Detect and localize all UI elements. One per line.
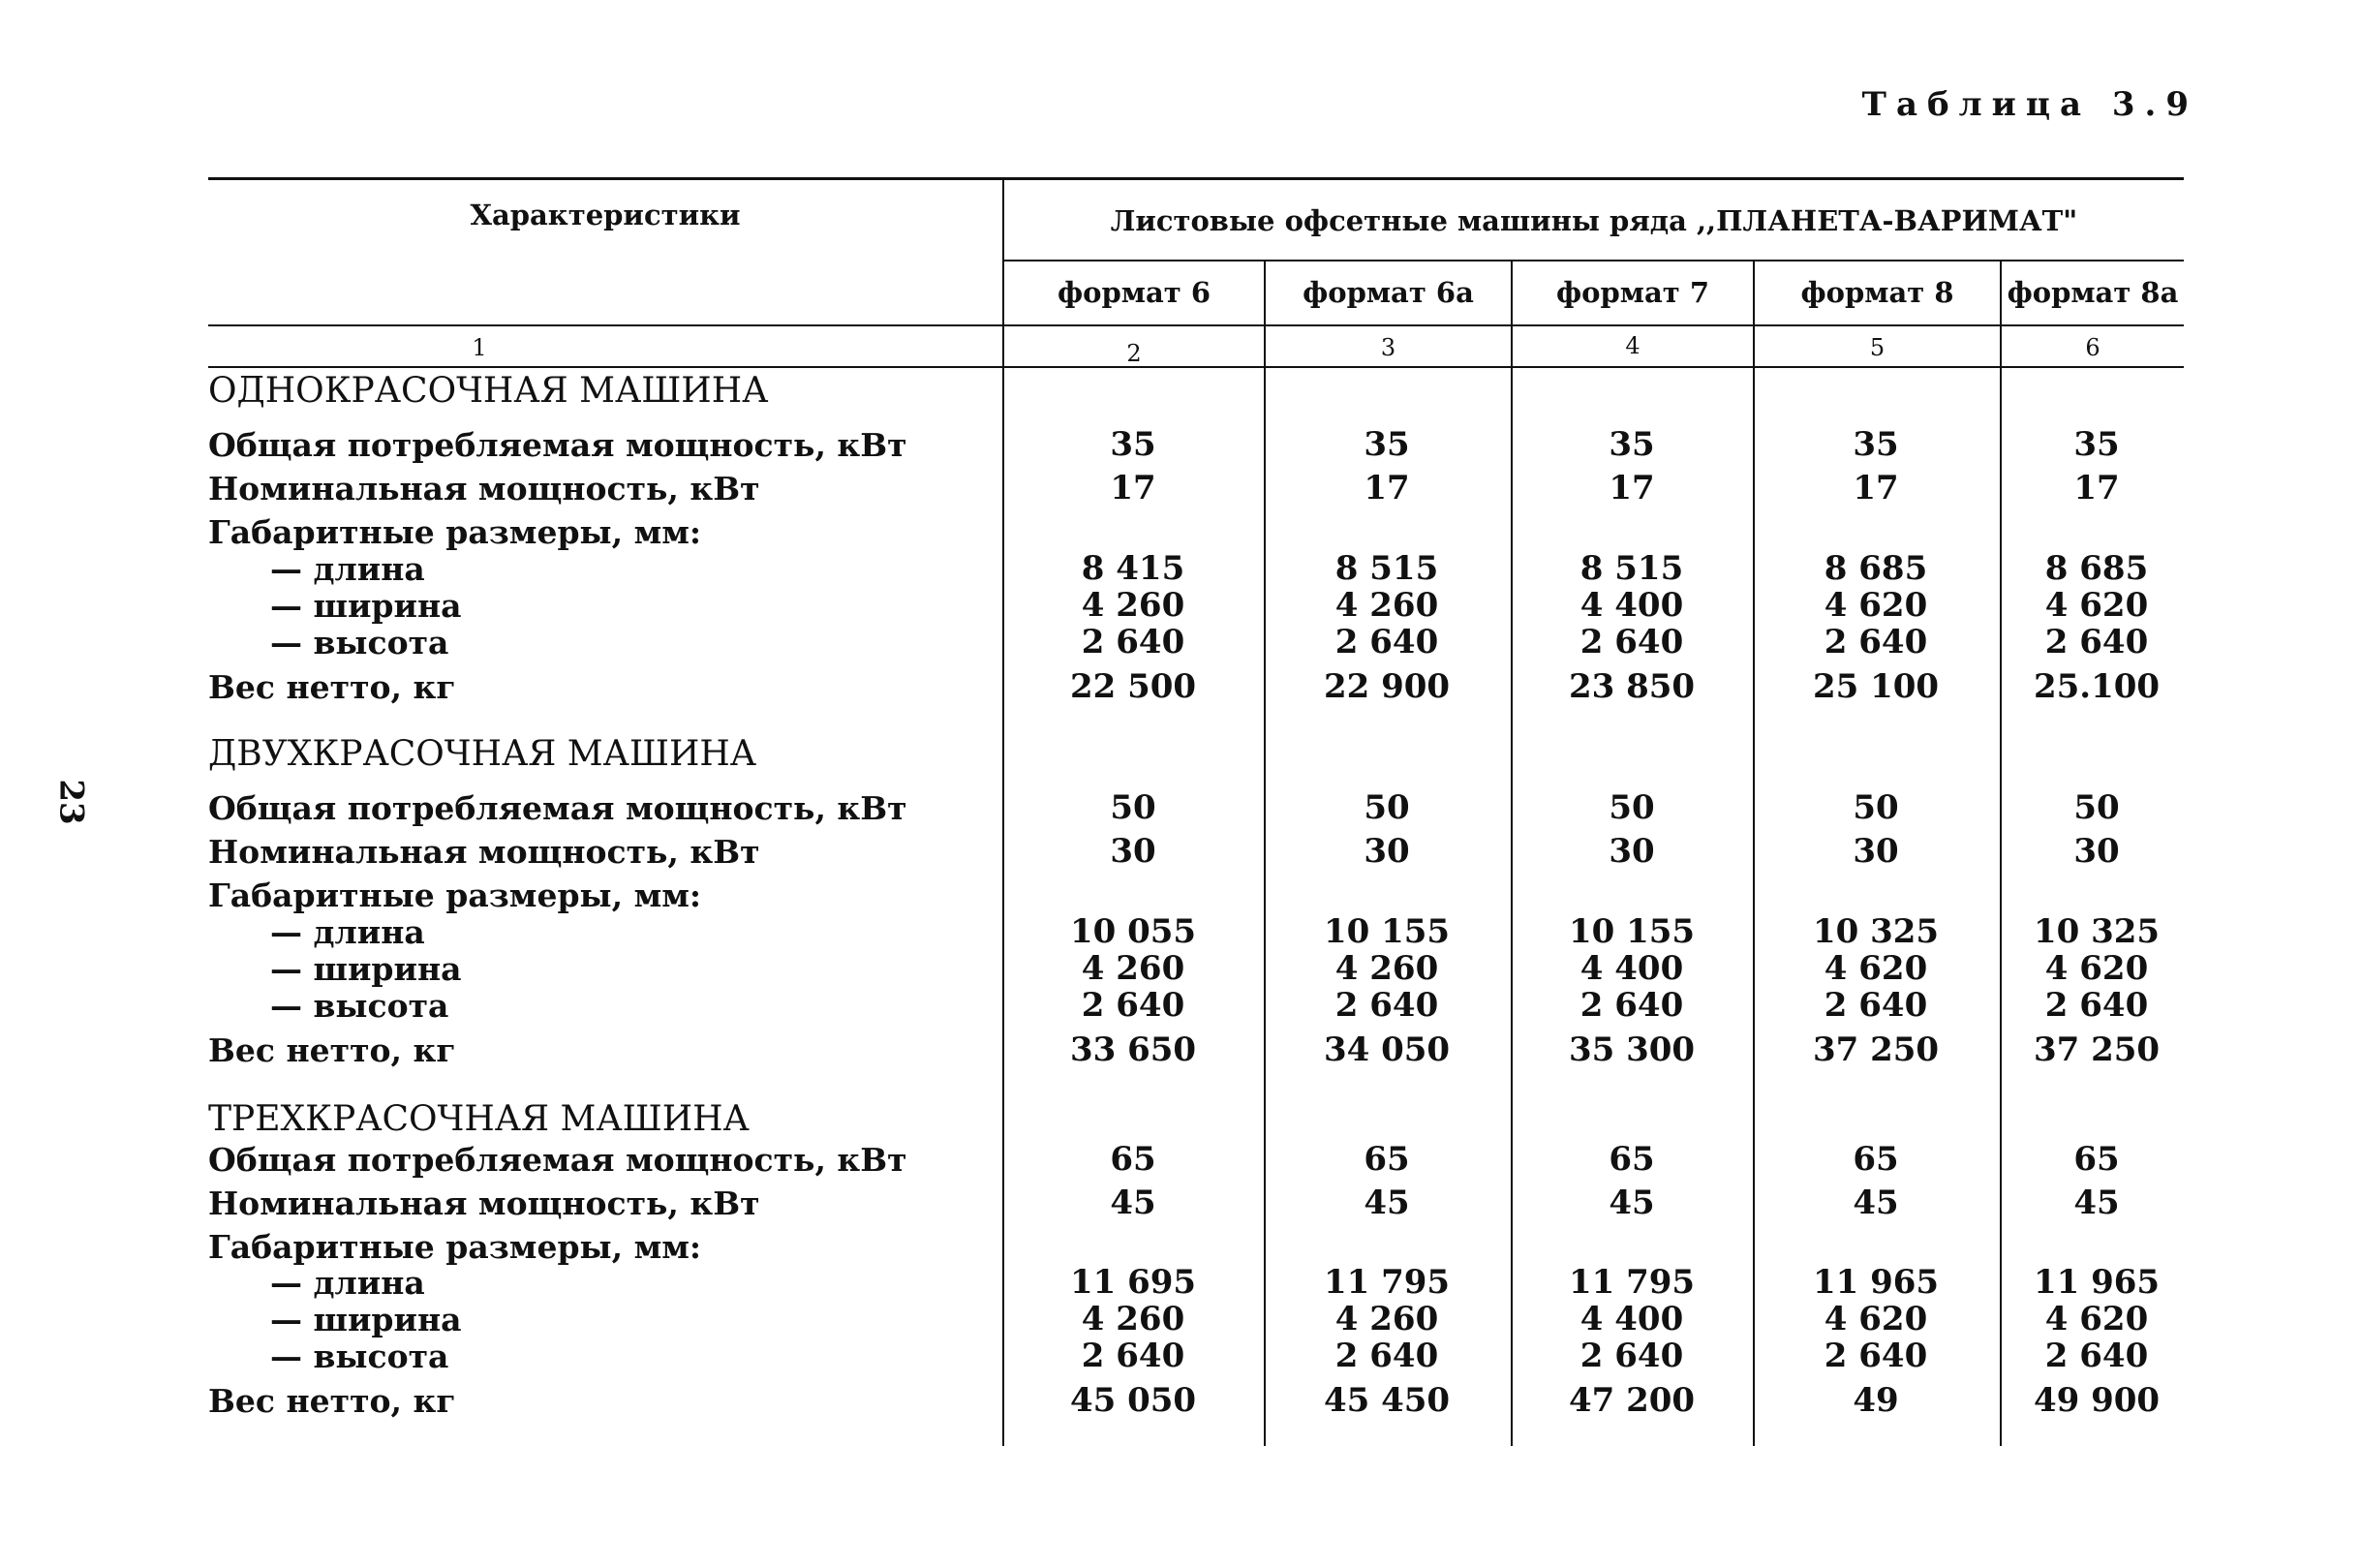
table-cell-value: 10 155 [1568,912,1696,951]
table-cell-value: 2 640 [2044,623,2149,661]
table-cell-value: 2 640 [1081,1337,1185,1375]
table-cell-value: 4 260 [1334,586,1439,625]
table-cell-value: 2 640 [1334,986,1439,1025]
table-cell-value: 17 [1853,469,1899,507]
column-number: 2 [1126,340,1142,367]
column-divider [1264,260,1266,1446]
header-group-title: Листовые офсетные машины ряда ,,ПЛАНЕТА-ВАРИМАТ" [1110,204,2078,237]
column-number: 3 [1380,334,1396,361]
table-cell-value: 4 400 [1579,949,1684,988]
table-cell-value: 4 260 [1334,949,1439,988]
table-cell-value: 45 [1110,1184,1156,1222]
row-label: Вес нетто, кг [208,1031,456,1069]
table-cell-value: 37 250 [2033,1030,2161,1069]
table-cell-value: 8 415 [1081,549,1185,588]
table-cell-value: 35 [1853,425,1899,464]
table-cell-value: 33 650 [1069,1030,1197,1069]
section-title: ОДНОКРАСОЧНАЯ МАШИНА [208,371,769,411]
table-cell-value: 4 400 [1579,586,1684,625]
header-format: формат 8а [2007,276,2179,309]
row-label: Номинальная мощность, кВт [208,1184,760,1222]
column-number: 4 [1625,332,1640,359]
table-cell-value: 17 [2073,469,2120,507]
top-rule [208,177,2184,180]
column-divider [1753,260,1755,1446]
table-cell-value: 30 [2073,832,2120,871]
table-cell-value: 2 640 [2044,1337,2149,1375]
table-cell-value: 35 300 [1568,1030,1696,1069]
table-cell-value: 65 [1110,1140,1156,1179]
table-cell-value: 65 [1609,1140,1655,1179]
row-label: — высота [270,987,449,1025]
table-cell-value: 11 965 [1812,1263,1940,1302]
table-cell-value: 4 620 [1824,586,1928,625]
table-cell-value: 2 640 [1081,986,1185,1025]
table-cell-value: 30 [1110,832,1156,871]
table-cell-value: 30 [1853,832,1899,871]
table-cell-value: 2 640 [1579,986,1684,1025]
row-label: — длина [270,913,425,951]
table-cell-value: 50 [1609,788,1655,827]
table-cell-value: 10 325 [2033,912,2161,951]
table-cell-value: 25 100 [1812,667,1940,706]
table-cell-value: 23 850 [1568,667,1696,706]
table-caption: Таблица 3.9 [1861,85,2198,124]
row-label: Вес нетто, кг [208,1382,456,1420]
table-cell-value: 50 [2073,788,2120,827]
row-label: — длина [270,1264,425,1302]
row-label: Вес нетто, кг [208,668,456,706]
row-label: — высота [270,1337,449,1375]
table-cell-value: 4 620 [2044,1300,2149,1338]
row-label: — высота [270,624,449,661]
column-number: 5 [1869,334,1886,361]
table-cell-value: 30 [1364,832,1410,871]
row-label: Габаритные размеры, мм: [208,1228,702,1266]
table-cell-value: 17 [1110,469,1156,507]
table-cell-value: 35 [1609,425,1655,464]
table-cell-value: 11 695 [1069,1263,1197,1302]
table-cell-value: 4 620 [2044,586,2149,625]
table-cell-value: 2 640 [1334,623,1439,661]
table-cell-value: 45 [1609,1184,1655,1222]
section-title: ДВУХКРАСОЧНАЯ МАШИНА [208,734,757,774]
table-cell-value: 4 620 [1824,1300,1928,1338]
table-cell-value: 10 055 [1069,912,1197,951]
table-cell-value: 11 795 [1568,1263,1696,1302]
table-cell-value: 17 [1609,469,1655,507]
table-cell-value: 4 400 [1579,1300,1684,1338]
page-number: 23 [51,779,91,825]
table-cell-value: 2 640 [1579,623,1684,661]
row-label: — ширина [270,1301,462,1338]
table-cell-value: 25.100 [2033,667,2161,706]
row-label: Номинальная мощность, кВт [208,833,760,871]
row-label: Номинальная мощность, кВт [208,470,760,507]
header-bottom-rule [208,324,2184,326]
table-cell-value: 34 050 [1323,1030,1451,1069]
row-label: — ширина [270,587,462,625]
table-cell-value: 45 [1364,1184,1410,1222]
row-label: Общая потребляемая мощность, кВт [208,789,907,827]
table-cell-value: 65 [1853,1140,1899,1179]
group-rule [1002,260,2184,261]
column-divider [1511,260,1513,1446]
row-label: Габаритные размеры, мм: [208,513,702,551]
table-cell-value: 17 [1364,469,1410,507]
table-cell-value: 10 155 [1323,912,1451,951]
header-characteristics: Характеристики [470,199,741,231]
table-cell-value: 4 620 [2044,949,2149,988]
table-cell-value: 2 640 [1081,623,1185,661]
table-cell-value: 37 250 [1812,1030,1940,1069]
header-format: формат 6 [1058,276,1211,309]
table-cell-value: 8 685 [1824,549,1928,588]
header-format: формат 8 [1800,276,1954,309]
table-cell-value: 50 [1364,788,1410,827]
row-label: Габаритные размеры, мм: [208,876,702,914]
table-cell-value: 4 260 [1081,1300,1185,1338]
table-cell-value: 30 [1609,832,1655,871]
table-cell-value: 45 [1853,1184,1899,1222]
row-label: — длина [270,550,425,588]
section-title: ТРЕХКРАСОЧНАЯ МАШИНА [208,1099,750,1139]
table-cell-value: 8 515 [1334,549,1439,588]
table-cell-value: 8 515 [1579,549,1684,588]
table-cell-value: 2 640 [1824,1337,1928,1375]
table-cell-value: 22 900 [1323,667,1451,706]
table-cell-value: 2 640 [2044,986,2149,1025]
column-number: 6 [2085,334,2100,361]
table-cell-value: 49 900 [2033,1381,2161,1420]
table-cell-value: 4 260 [1081,949,1185,988]
table-cell-value: 65 [2073,1140,2120,1179]
column-divider [1002,177,1004,1446]
row-label: — ширина [270,950,462,988]
table-cell-value: 2 640 [1579,1337,1684,1375]
table-cell-value: 2 640 [1824,623,1928,661]
table-cell-value: 8 685 [2044,549,2149,588]
table-cell-value: 11 965 [2033,1263,2161,1302]
table-cell-value: 45 450 [1323,1381,1451,1420]
table-cell-value: 65 [1364,1140,1410,1179]
table-cell-value: 2 640 [1824,986,1928,1025]
table-cell-value: 35 [1364,425,1410,464]
spec-table [208,177,2184,1446]
table-cell-value: 49 [1853,1381,1899,1420]
table-cell-value: 35 [1110,425,1156,464]
table-cell-value: 50 [1853,788,1899,827]
table-cell-value: 2 640 [1334,1337,1439,1375]
header-format: формат 6а [1303,276,1474,309]
column-number: 1 [472,334,487,361]
table-cell-value: 35 [2073,425,2120,464]
table-cell-value: 45 [2073,1184,2120,1222]
table-cell-value: 22 500 [1069,667,1197,706]
table-cell-value: 45 050 [1069,1381,1197,1420]
table-cell-value: 50 [1110,788,1156,827]
row-label: Общая потребляемая мощность, кВт [208,426,907,464]
table-cell-value: 47 200 [1568,1381,1696,1420]
table-cell-value: 4 260 [1081,586,1185,625]
table-cell-value: 10 325 [1812,912,1940,951]
table-cell-value: 4 260 [1334,1300,1439,1338]
table-cell-value: 4 620 [1824,949,1928,988]
header-format: формат 7 [1556,276,1709,309]
table-cell-value: 11 795 [1323,1263,1451,1302]
row-label: Общая потребляемая мощность, кВт [208,1141,907,1179]
